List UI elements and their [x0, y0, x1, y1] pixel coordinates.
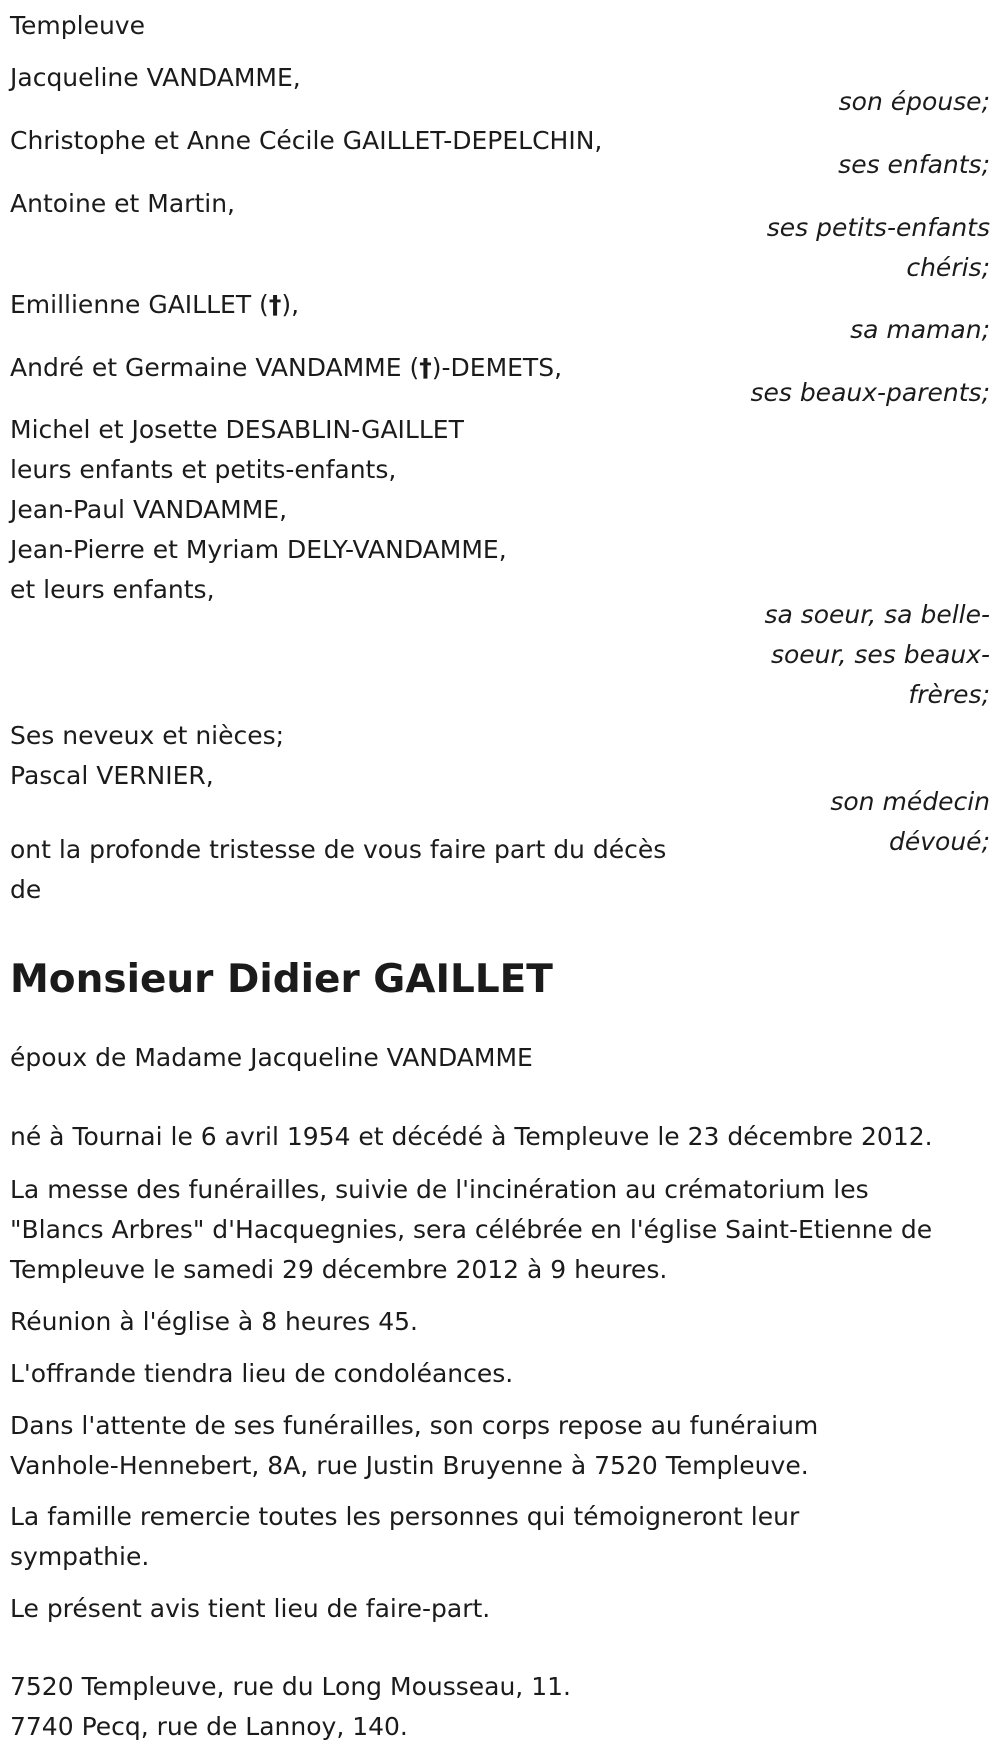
mass-line2: "Blancs Arbres" d'Hacquegnies, sera célébrée en l'église Saint-Etienne de: [10, 1215, 933, 1244]
spouse-line: époux de Madame Jacqueline VANDAMME: [10, 1043, 533, 1072]
family-name-mother: [10, 285, 299, 325]
cross-symbol: †: [419, 353, 432, 382]
rest-line1: Dans l'attente de ses funérailles, son corps repose au funéraium: [10, 1411, 819, 1440]
family-name-parents-in-law: [10, 348, 562, 388]
town-heading: Templeuve: [10, 11, 145, 40]
relation-siblings-line2: soeur, ses beaux-: [770, 640, 990, 669]
family-name-children: Christophe et Anne Cécile GAILLET-DEPELCHIN,: [10, 126, 603, 155]
announcement-line1: ont la profonde tristesse de vous faire part du décès: [10, 835, 667, 864]
meeting-line: Réunion à l'église à 8 heures 45.: [10, 1307, 418, 1336]
relation-doctor-line2: dévoué;: [889, 827, 990, 856]
thanks-line2: sympathie.: [10, 1542, 150, 1571]
family-name-spouse: Jacqueline VANDAMME,: [10, 63, 301, 92]
relation-doctor-line1: son médecin: [830, 787, 990, 816]
family-siblings-line5: et leurs enfants,: [10, 575, 215, 604]
family-name-grandchildren: Antoine et Martin,: [10, 189, 235, 218]
relation-grandchildren-line2: chéris;: [906, 253, 990, 282]
address-line1: 7520 Templeuve, rue du Long Mousseau, 11.: [10, 1672, 571, 1701]
relation-siblings-line1: sa soeur, sa belle-: [764, 600, 990, 629]
relation-grandchildren-line1: ses petits-enfants: [766, 213, 990, 242]
thanks-line1: La famille remercie toutes les personnes qui témoigneront leur: [10, 1502, 800, 1531]
relation-siblings-line3: frères;: [908, 680, 990, 709]
announcement-line2: de: [10, 875, 42, 904]
relation-spouse: son épouse;: [838, 87, 990, 116]
cross-symbol: †: [268, 290, 282, 319]
notice-line: Le présent avis tient lieu de faire-part.: [10, 1594, 491, 1623]
address-line2: 7740 Pecq, rue de Lannoy, 140.: [10, 1712, 408, 1741]
family-doctor: Pascal VERNIER,: [10, 761, 214, 790]
offering-line: L'offrande tiendra lieu de condoléances.: [10, 1359, 514, 1388]
mass-line3: Templeuve le samedi 29 décembre 2012 à 9 heures.: [10, 1255, 668, 1284]
family-siblings-line3: Jean-Paul VANDAMME,: [10, 495, 288, 524]
birth-death-line: né à Tournai le 6 avril 1954 et décédé à Templeuve le 23 décembre 2012.: [10, 1122, 933, 1151]
mass-line1: La messe des funérailles, suivie de l'incinération au crématorium les: [10, 1175, 869, 1204]
mother-name-part2: ),: [281, 290, 300, 319]
relation-parents-in-law: ses beaux-parents;: [750, 378, 990, 407]
parents-in-law-part1: André et Germaine VANDAMME (: [10, 353, 420, 382]
relation-mother: sa maman;: [850, 315, 990, 344]
rest-line2: Vanhole-Hennebert, 8A, rue Justin Bruyenne à 7520 Templeuve.: [10, 1451, 809, 1480]
family-siblings-line4: Jean-Pierre et Myriam DELY-VANDAMME,: [10, 535, 507, 564]
deceased-name: Monsieur Didier GAILLET: [10, 957, 553, 1002]
family-nephews: Ses neveux et nièces;: [10, 721, 285, 750]
family-siblings-line1: Michel et Josette DESABLIN-GAILLET: [10, 415, 464, 444]
relation-children: ses enfants;: [838, 150, 990, 179]
family-siblings-line2: leurs enfants et petits-enfants,: [10, 455, 397, 484]
mother-name-part1: Emillienne GAILLET (: [10, 290, 269, 319]
parents-in-law-part2: )-DEMETS,: [431, 353, 563, 382]
